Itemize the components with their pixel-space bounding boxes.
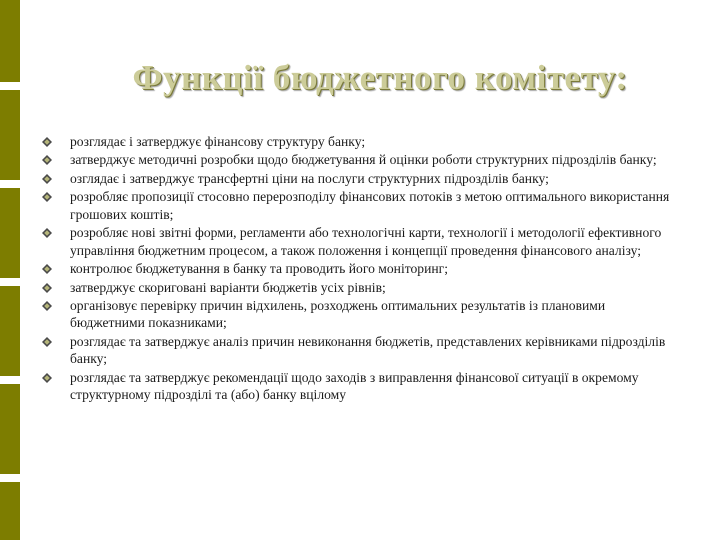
list-item-text: розглядає та затверджує рекомендації щодо заходів з виправлення фінансової ситуації в окремому структурному підрозділі та (або) банку вцілому xyxy=(70,369,639,402)
diamond-bullet-icon xyxy=(42,174,52,184)
list-item-text: озглядає і затверджує трансфертні ціни на послуги структурних підрозділів банку; xyxy=(70,170,549,186)
diamond-bullet-icon xyxy=(42,192,52,202)
list-item xyxy=(42,260,682,277)
slide-title: Функції бюджетного комітету: xyxy=(132,58,628,97)
diamond-bullet-icon xyxy=(42,264,52,274)
list-item-text: розробляє пропозиції стосовно перерозподілу фінансових потоків з метою оптимального використання грошових коштів; xyxy=(70,189,670,222)
list-item xyxy=(42,279,682,296)
list-item xyxy=(42,333,682,368)
list-item xyxy=(42,297,682,332)
diamond-bullet-icon xyxy=(42,373,52,383)
list-item xyxy=(42,133,682,150)
stripe-segment xyxy=(0,482,20,540)
list-item-text: затверджує методичні розробки щодо бюджетування й оцінки роботи структурних підрозділів банку; xyxy=(70,152,657,168)
diamond-bullet-icon xyxy=(42,337,52,347)
diamond-bullet-icon xyxy=(42,301,52,311)
list-item-text: розглядає та затверджує аналіз причин невиконання бюджетів, представлених керівниками підрозділів банку; xyxy=(70,333,666,367)
diamond-bullet-icon xyxy=(42,228,52,238)
list-item-text: затверджує скориговані варіанти бюджетів усіх рівнів; xyxy=(70,279,386,295)
diamond-bullet-icon xyxy=(42,283,52,293)
stripe-segment xyxy=(0,90,20,180)
list-item-text: розглядає і затверджує фінансову структуру банку; xyxy=(70,134,366,149)
list-item-text: контролює бюджетування в банку та проводить його моніторинг; xyxy=(70,261,448,277)
list-item xyxy=(42,188,682,223)
list-item xyxy=(42,170,682,187)
list-item-text: розробляє нові звітні форми, регламенти або технологічні карти, технології і методології ефективного управління бюджетним процесом, а також положення і концепції проведення фінансового аналізу; xyxy=(70,225,662,258)
list-item xyxy=(42,224,682,259)
list-item xyxy=(42,369,682,404)
function-list xyxy=(42,133,682,404)
diamond-bullet-icon xyxy=(42,137,52,147)
list-item xyxy=(42,151,682,168)
list-item-text: організовує перевірку причин відхилень, розходжень оптимальних результатів із плановими бюджетними показниками; xyxy=(70,297,606,331)
stripe-segment xyxy=(0,384,20,474)
diamond-bullet-icon xyxy=(42,155,52,165)
stripe-segment xyxy=(0,286,20,376)
stripe-segment xyxy=(0,188,20,278)
